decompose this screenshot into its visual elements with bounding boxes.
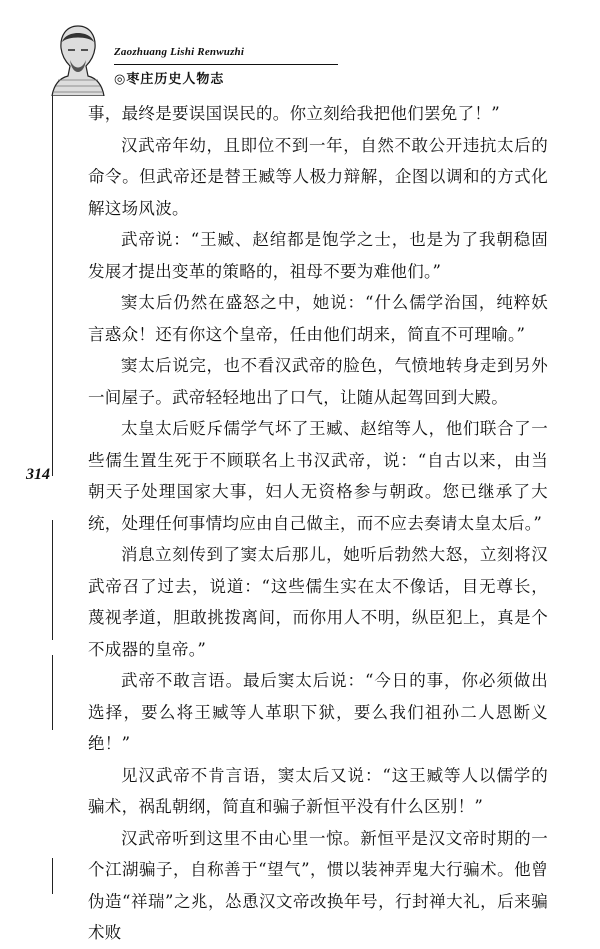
series-title-chinese: ◎枣庄历史人物志	[114, 72, 225, 87]
paragraph: 武帝不敢言语。最后窦太后说：“今日的事，你必须做出选择，要么将王臧等人革职下狱，要么我们祖孙二人恩断义绝！”	[88, 671, 548, 753]
margin-rule	[52, 858, 53, 894]
margin-rule	[52, 96, 53, 476]
paragraph: 太皇太后贬斥儒学气坏了王臧、赵绾等人，他们联合了一些儒生置生死于不顾联名上书汉武帝，说：“自古以来，由当朝天子处理国家大事，妇人无资格参与朝政。您已继承了大统，处理任何事情均应由自己做主，而不应去奏请太皇太后。”	[88, 419, 548, 533]
portrait-engraving-icon	[48, 20, 108, 96]
running-header	[48, 20, 518, 100]
series-title-english: Zaozhuang Lishi Renwuzhi	[114, 46, 245, 58]
paragraph: 窦太后说完，也不看汉武帝的脸色，气愤地转身走到另外一间屋子。武帝轻轻地出了口气，让随从起驾回到大殿。	[88, 356, 548, 407]
paragraph: 汉武帝听到这里不由心里一惊。新恒平是汉文帝时期的一个江湖骗子，自称善于“望气”，惯以装神弄鬼大行骗术。他曾伪造“祥瑞”之兆，怂恿汉文帝改换年号，行封禅大礼，后来骗术败	[88, 828, 548, 942]
header-rule	[114, 64, 338, 65]
paragraph: 事，最终是要误国误民的。你立刻给我把他们罢免了！”	[88, 104, 500, 123]
paragraph: 汉武帝年幼，且即位不到一年，自然不敢公开违抗太后的命令。但武帝还是替王臧等人极力辩解，企图以调和的方式化解这场风波。	[88, 135, 548, 218]
paragraph: 消息立刻传到了窦太后那儿，她听后勃然大怒，立刻将汉武帝召了过去，说道：“这些儒生实在太不像话，目无尊长，蔑视孝道，胆敢挑拨离间，而你用人不明，纵臣犯上，真是个不成器的皇帝。”	[88, 545, 548, 659]
margin-rule	[52, 520, 53, 640]
paragraph: 武帝说：“王臧、赵绾都是饱学之士，也是为了我朝稳固发展才提出变革的策略的，祖母不要为难他们。”	[88, 230, 548, 281]
margin-rule	[52, 655, 53, 730]
paragraph: 见汉武帝不肯言语，窦太后又说：“这王臧等人以儒学的骗术，祸乱朝纲，简直和骗子新恒平没有什么区别！”	[88, 765, 548, 816]
paragraph: 窦太后仍然在盛怒之中，她说：“什么儒学治国，纯粹妖言惑众！还有你这个皇帝，任由他们胡来，简直不可理喻。”	[88, 293, 548, 344]
page-number: 314	[26, 466, 50, 483]
body-text	[88, 98, 548, 949]
